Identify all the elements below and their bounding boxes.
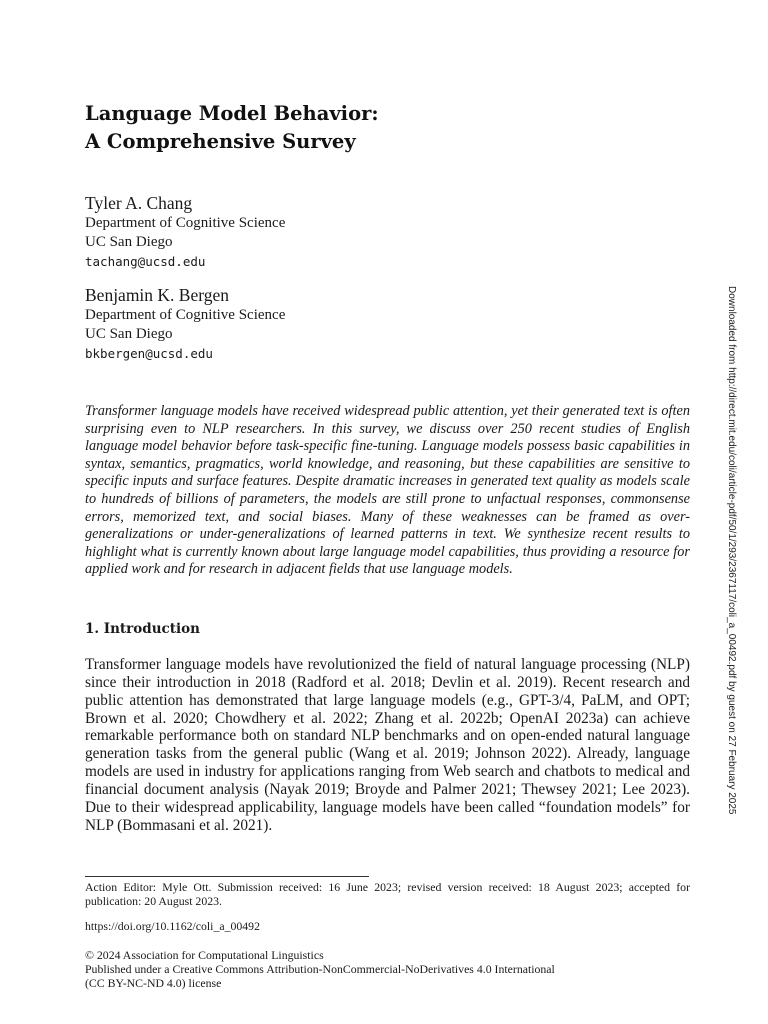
license-line: Published under a Creative Commons Attribution-NonCommercial-NoDerivatives 4.0 International [85,962,555,976]
author-name: Benjamin K. Bergen [85,285,230,305]
intro-paragraph: Transformer language models have revolutionized the field of natural language processing (NLP) since their introduction in 2018 (Radford et al. 2018; Devlin et al. 2019). Recent research and public attention has demonstrated that large language models (e.g., GPT-3/4, PaLM, and OPT; Brown et al. 2020; Chowdhery et al. 2022; Zhang et al. 2022b; OpenAI 2023a) can achieve remarkable performance both on standard NLP benchmarks and on open-ended natural language generation tasks from the general public (Wang et al. 2019; Johnson 2022). Already, language models are used in industry for applications ranging from Web search and chatbots to medical and financial document analysis (Nayak 2019; Broyde and Palmer 2021; Thewsey 2021; Lee 2023). Due to their widespread applicability, language models have been called “foundation models” for NLP (Bommasani et al. 2021). [85,656,690,834]
title-line-1: Language Model Behavior: [85,102,379,125]
author-block-2 [85,284,585,363]
author-email[interactable]: bkbergen@ucsd.edu [85,346,213,361]
paper-title [85,100,645,156]
doi-link[interactable]: https://doi.org/10.1162/coli_a_00492 [85,919,260,933]
author-name: Tyler A. Chang [85,193,193,213]
author-department: Department of Cognitive Science [85,215,286,231]
author-email[interactable]: tachang@ucsd.edu [85,254,206,269]
abstract: Transformer language models have received widespread public attention, yet their generated text is often surprising even to NLP researchers. In this survey, we discuss over 250 recent studies of English language model behavior before task-specific fine-tuning. Language models possess basic capabilities in syntax, semantics, pragmatics, world knowledge, and reasoning, but these capabilities are sensitive to specific inputs and surface features. Despite dramatic increases in generated text quality as models scale to hundreds of billions of parameters, the models are still prone to unfactual responses, commonsense errors, memorized text, and social biases. Many of these weaknesses can be framed as over-generalizations or under-generalizations of learned patterns in text. We synthesize recent results to highlight what is currently known about large language model capabilities, thus providing a resource for applied work and for research in adjacent fields that use language models. [85,403,690,578]
author-department: Department of Cognitive Science [85,307,286,323]
copyright-block [85,948,690,990]
footnote-rule [85,876,369,877]
license-line-2: (CC BY-NC-ND 4.0) license [85,976,222,990]
author-institution: UC San Diego [85,326,173,342]
title-line-2: A Comprehensive Survey [85,130,356,153]
author-institution: UC San Diego [85,234,173,250]
copyright-line: © 2024 Association for Computational Linguistics [85,948,324,962]
footnote-editor: Action Editor: Myle Ott. Submission received: 16 June 2023; revised version received: 18 August 2023; accepted for publication: 20 August 2023. [85,880,690,908]
section-heading: 1. Introduction [85,621,200,637]
author-block-1 [85,192,585,271]
download-note-text: Downloaded from http://direct.mit.edu/coli/article-pdf/50/1/293/2367117/coli_a_00492.pdf by guest on 27 February 2025 [726,286,737,815]
